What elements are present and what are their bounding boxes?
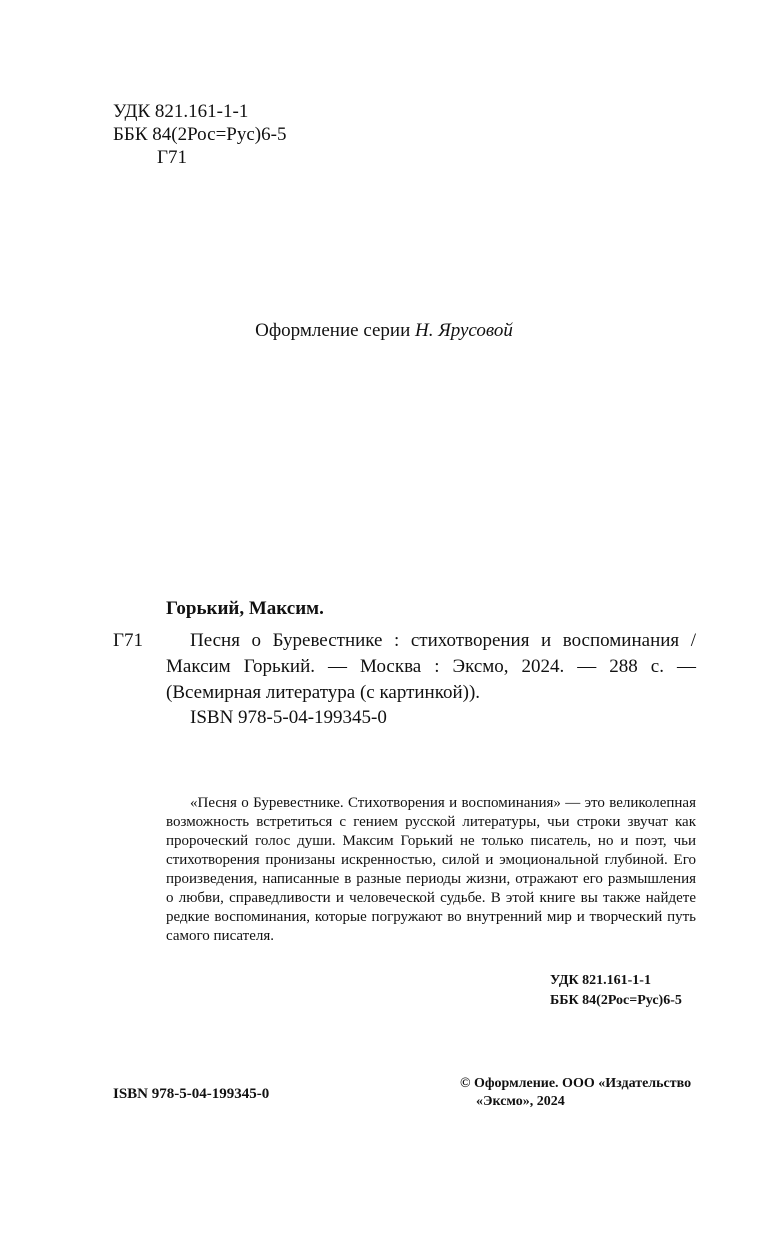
bibliographic-description — [166, 628, 696, 706]
copyright-line-1: © Оформление. ООО «Издательство — [460, 1076, 692, 1091]
isbn-bottom: ISBN 978-5-04-199345-0 — [113, 1086, 270, 1102]
isbn-entry: ISBN 978-5-04-199345-0 — [190, 707, 387, 728]
author-mark-top: Г71 — [157, 147, 187, 168]
bbk-code: ББК 84(2Рос=Рус)6-5 — [113, 124, 287, 145]
design-credit-prefix: Оформление серии — [255, 320, 411, 341]
annotation-text: «Песня о Буревестнике. Стихотворения и воспоминания» — это великолепная возможность встретиться с гением русской литературы, чьи строки звучат как пророческий голос души. Максим Горький не только писатель, но и поэт, чьи стихотворения пронизаны искренностью, силой и эмоциональной глубиной. Его произведения, написанные в разные периоды жизни, отражают его размышления о любви, справедливости и человеческой судьбе. В этой книге вы также найдете редкие воспоминания, которые погружают во внутренний мир и творческий путь самого писателя. — [166, 795, 696, 944]
author-heading: Горький, Максим. — [166, 598, 324, 619]
series-design-credit — [0, 320, 768, 342]
udk-code-bottom: УДК 821.161-1-1 — [550, 973, 651, 988]
bottom-classification-codes — [550, 971, 682, 1011]
udk-code: УДК 821.161-1-1 — [113, 101, 249, 122]
designer-name: Н. Ярусовой — [415, 320, 513, 341]
author-mark: Г71 — [113, 630, 143, 651]
copyright-notice — [460, 1075, 691, 1111]
bbk-code-bottom: ББК 84(2Рос=Рус)6-5 — [550, 993, 682, 1008]
copyright-line-2: «Эксмо», 2024 — [476, 1094, 565, 1109]
annotation — [166, 794, 696, 946]
bibliographic-text: Песня о Буревестнике : стихотворения и воспоминания / Максим Горький. — Москва : Эксмо, 2024. — 288 с. — (Всемирная литература (с картинкой)). — [166, 630, 696, 703]
top-classification-codes — [113, 100, 286, 169]
